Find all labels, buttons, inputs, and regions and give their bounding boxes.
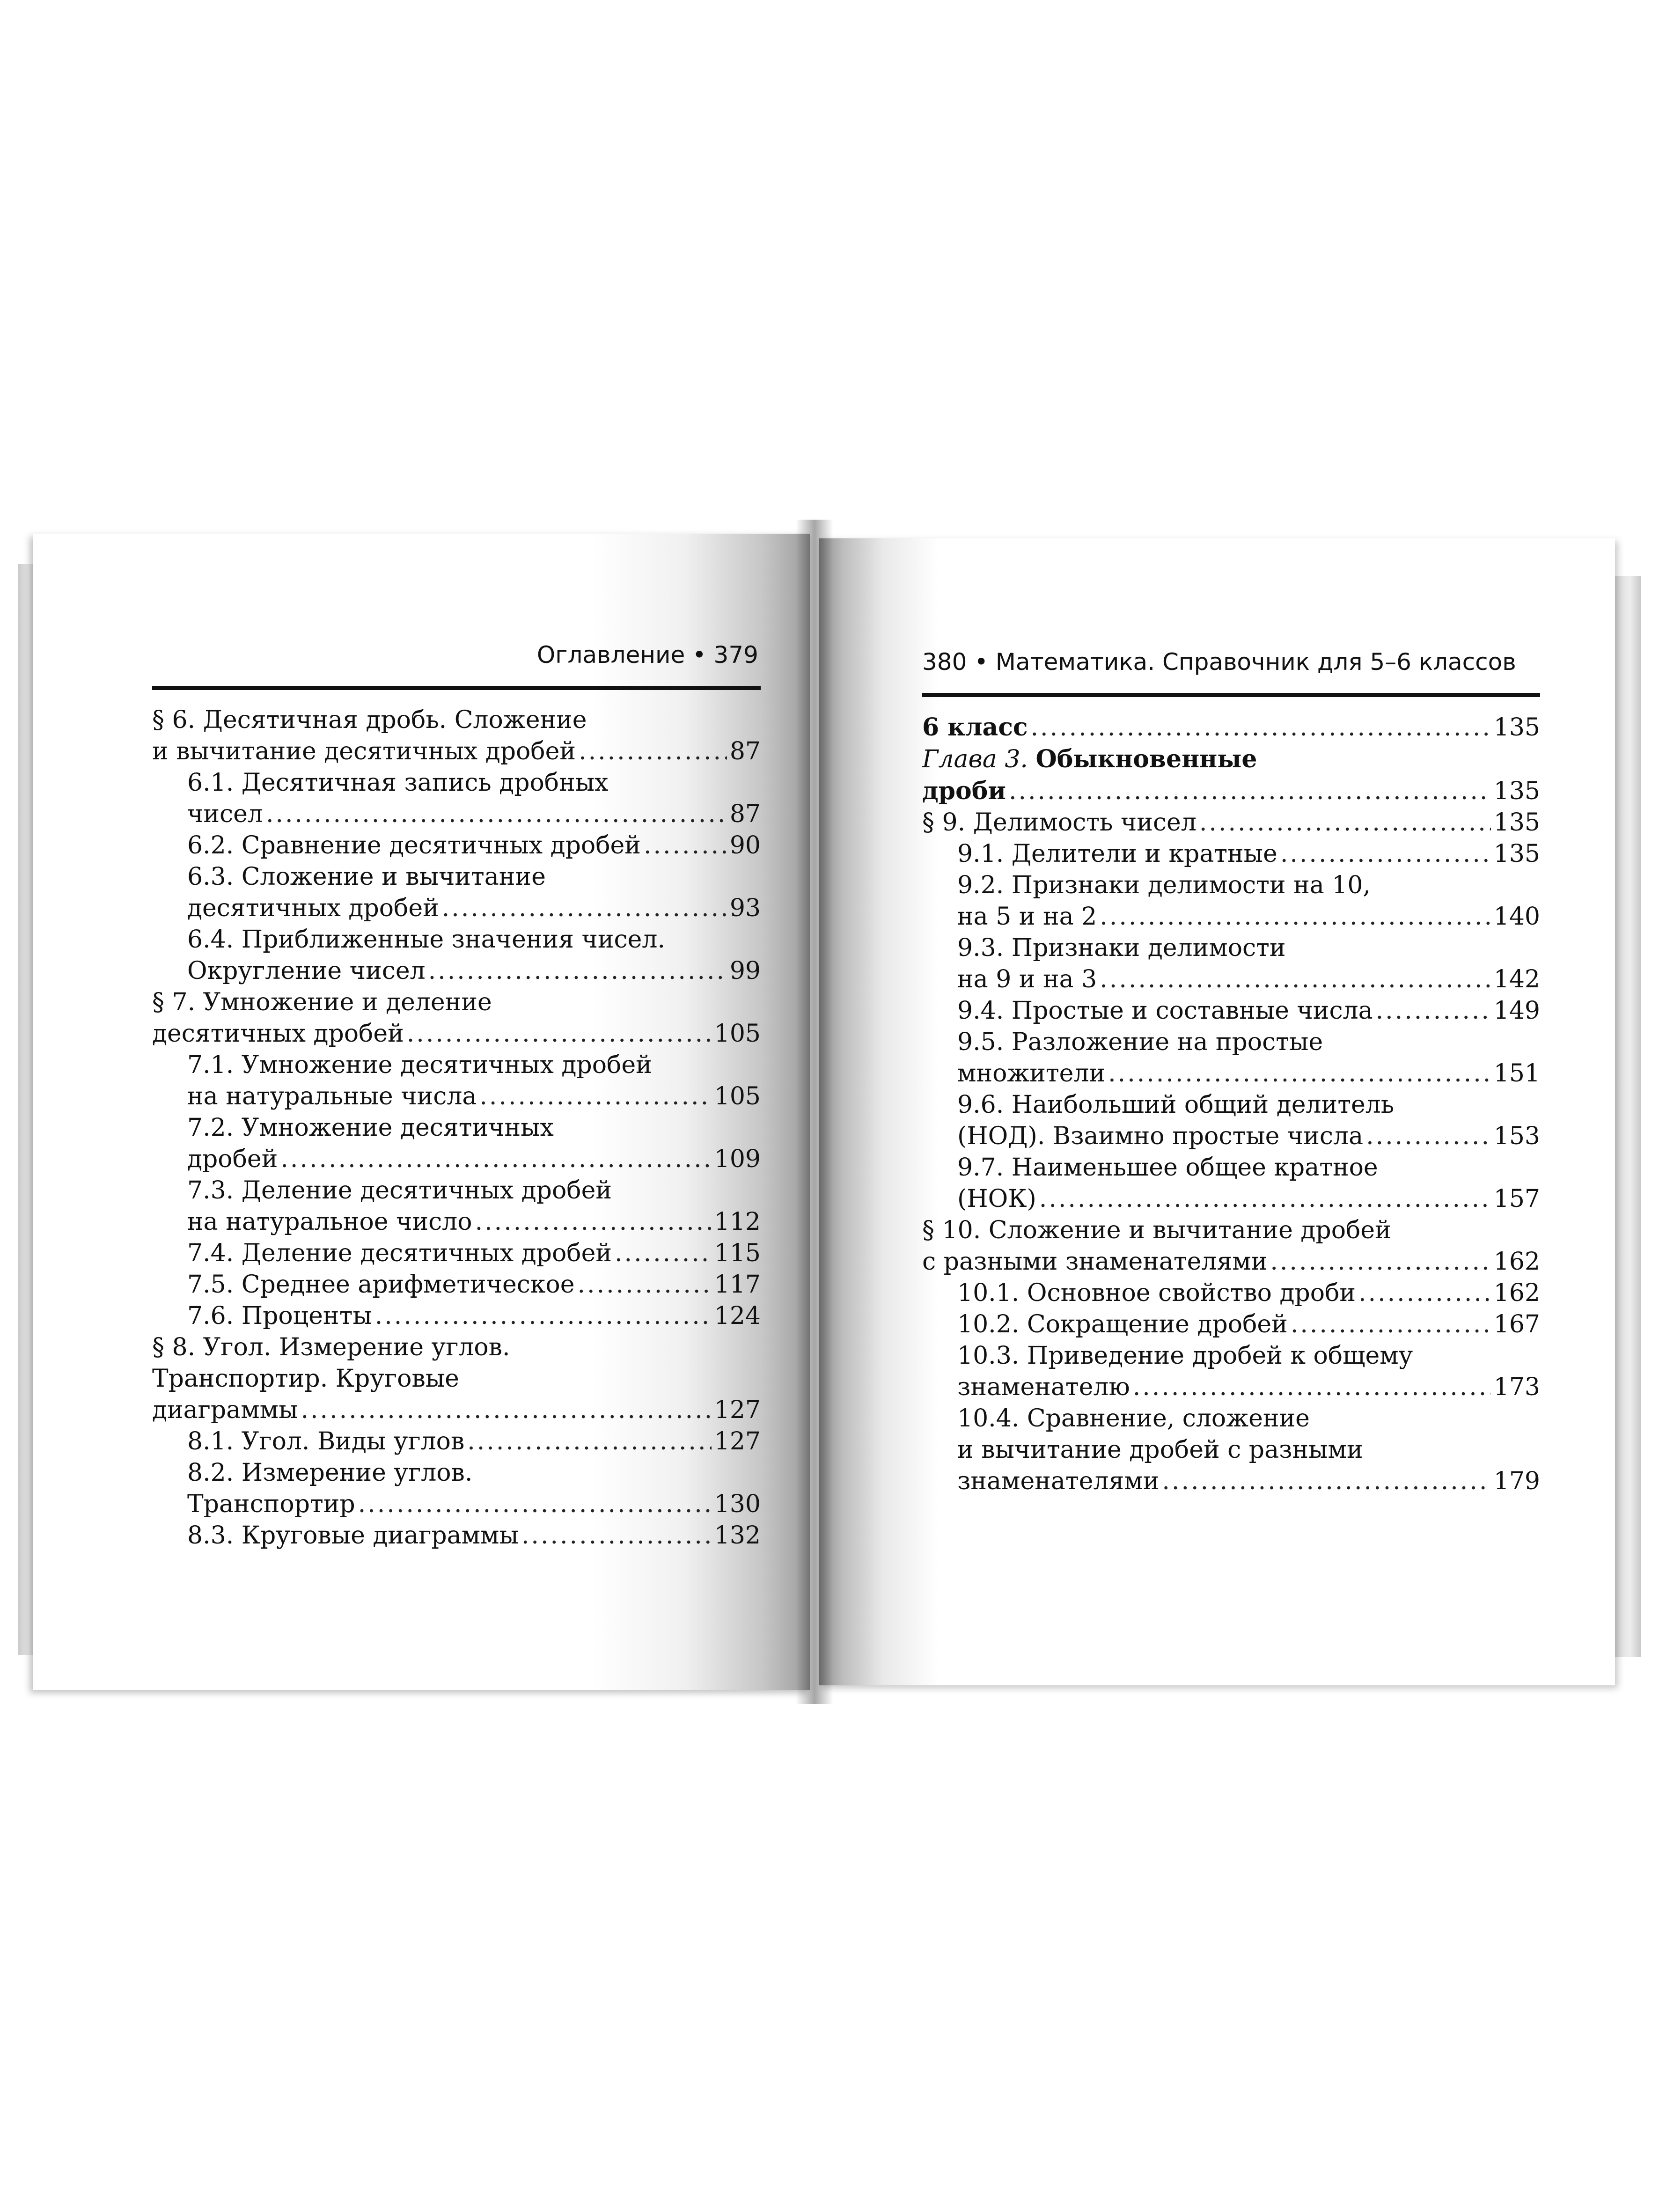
toc-entry-title: 6.2. Сравнение десятичных дробей <box>187 831 641 860</box>
page-number: 112 <box>714 1208 761 1236</box>
leader-dots <box>1133 1372 1491 1403</box>
right-page-header: 380 • Математика. Справочник для 5–6 классов <box>922 648 1516 676</box>
page-number: 93 <box>729 894 761 922</box>
leader-dots <box>475 1206 712 1238</box>
toc-entry-title: знаменателями <box>957 1467 1160 1495</box>
toc-entry-line: 6.4. Приближенные значения чисел. <box>187 926 665 954</box>
toc-entry <box>152 767 761 830</box>
chapter-title: Обыкновенные <box>1035 745 1257 773</box>
toc-entry-line: 9.2. Признаки делимости на 10, <box>957 871 1371 899</box>
toc-entry-title: на 9 и на 3 <box>957 965 1097 993</box>
toc-entry-line: 7.1. Умножение десятичных дробей <box>187 1051 652 1079</box>
toc-entry-line: 9.6. Наибольший общий делитель <box>957 1091 1395 1119</box>
toc-entry <box>922 1340 1540 1403</box>
page-number: 167 <box>1493 1310 1540 1338</box>
leader-dots <box>579 736 727 767</box>
page-number: 109 <box>714 1145 761 1173</box>
toc-entry <box>152 1520 761 1551</box>
page-number: 87 <box>729 800 761 828</box>
toc-entry-title: (НОД). Взаимно простые числа <box>957 1122 1364 1150</box>
leader-dots <box>1009 776 1491 807</box>
toc-entry <box>922 807 1540 838</box>
page-number: 149 <box>1493 997 1540 1025</box>
toc-entry-line: Транспортир. Круговые <box>152 1365 459 1393</box>
toc-entry-line: и вычитание дробей с разными <box>957 1436 1363 1464</box>
toc-entry-title: 9.1. Делители и кратные <box>957 840 1277 868</box>
page-number: 127 <box>714 1427 761 1455</box>
toc-entry-line: 10.4. Сравнение, сложение <box>957 1404 1310 1433</box>
toc-entry-line: 9.7. Наименьшее общее кратное <box>957 1154 1378 1182</box>
toc-entry-title: диаграммы <box>152 1396 298 1424</box>
leader-dots <box>375 1301 712 1332</box>
page-number: 173 <box>1493 1373 1540 1401</box>
toc-entry <box>922 933 1540 995</box>
left-page-header: Оглавление • 379 <box>536 641 758 669</box>
toc-entry-title: и вычитание десятичных дробей <box>152 737 576 765</box>
toc-entry-title: Транспортир <box>187 1490 355 1518</box>
right-page-stack-edge <box>1613 576 1641 1657</box>
toc-entry-title: 7.5. Среднее арифметическое <box>187 1271 575 1299</box>
toc-entry-title: 10.1. Основное свойство дроби <box>957 1279 1356 1307</box>
toc-entry-line: 9.3. Признаки делимости <box>957 934 1286 962</box>
toc-class-heading <box>922 712 1540 743</box>
page-number: 87 <box>729 737 761 765</box>
toc-entry <box>922 1309 1540 1340</box>
toc-entry <box>152 1238 761 1269</box>
toc-entry-title: знаменателю <box>957 1373 1130 1401</box>
leader-dots <box>442 893 727 924</box>
toc-entry-line: 10.3. Приведение дробей к общему <box>957 1342 1413 1370</box>
toc-left-list <box>152 705 761 1551</box>
page-number: 132 <box>714 1521 761 1550</box>
page-number: 115 <box>714 1239 761 1267</box>
toc-entry-line: 6.3. Сложение и вычитание <box>187 863 546 891</box>
toc-entry-line: 6.1. Десятичная запись дробных <box>187 769 609 797</box>
toc-entry-line: § 10. Сложение и вычитание дробей <box>922 1216 1391 1244</box>
toc-entry <box>152 1332 761 1426</box>
page-number: 162 <box>1493 1279 1540 1307</box>
leader-dots <box>301 1395 712 1426</box>
right-page <box>819 538 1615 1685</box>
chapter-title-cont: дроби <box>922 777 1006 805</box>
toc-entry <box>152 1301 761 1332</box>
toc-entry <box>152 1457 761 1520</box>
page-number: 135 <box>1493 777 1540 805</box>
leader-dots <box>1162 1466 1490 1497</box>
toc-entry-title: чисел <box>187 800 263 828</box>
page-number: 142 <box>1493 965 1540 993</box>
leader-dots <box>1376 995 1491 1027</box>
page-number: 130 <box>714 1490 761 1518</box>
toc-entry <box>152 1112 761 1175</box>
toc-entry-title: (НОК) <box>957 1185 1036 1213</box>
leader-dots <box>479 1081 711 1112</box>
page-number: 151 <box>1493 1059 1540 1088</box>
page-number: 179 <box>1493 1467 1540 1495</box>
toc-entry <box>152 830 761 861</box>
toc-entry-title: на натуральные числа <box>187 1082 477 1110</box>
leader-dots <box>428 955 727 987</box>
leader-dots <box>266 799 727 830</box>
leader-dots <box>1108 1058 1491 1089</box>
leader-dots <box>644 830 727 861</box>
toc-entry-title: 7.4. Деление десятичных дробей <box>187 1239 612 1267</box>
toc-entry <box>152 924 761 987</box>
toc-entry-line: § 6. Десятичная дробь. Сложение <box>152 706 587 734</box>
toc-entry-line: 7.3. Деление десятичных дробей <box>187 1176 612 1205</box>
toc-entry <box>922 1089 1540 1152</box>
leader-dots <box>1100 964 1490 995</box>
leader-dots <box>1199 807 1491 838</box>
page-number: 105 <box>714 1020 761 1048</box>
leader-dots <box>467 1426 711 1457</box>
page-number: 153 <box>1493 1122 1540 1150</box>
toc-entry-line: 7.2. Умножение десятичных <box>187 1114 554 1142</box>
toc-entry-title: дробей <box>187 1145 278 1173</box>
page-number: 157 <box>1493 1185 1540 1213</box>
page-number: 105 <box>714 1082 761 1110</box>
toc-entry-title: § 9. Делимость чисел <box>922 808 1197 837</box>
toc-entry <box>922 1027 1540 1089</box>
toc-entry-title: десятичных дробей <box>152 1020 404 1048</box>
left-page <box>33 534 810 1690</box>
leader-dots <box>1291 1309 1491 1340</box>
toc-entry <box>152 705 761 767</box>
leader-dots <box>407 1018 712 1050</box>
leader-dots <box>1270 1246 1490 1278</box>
leader-dots <box>280 1144 711 1175</box>
leader-dots <box>615 1238 712 1269</box>
header-rule <box>152 686 761 690</box>
toc-entry-title: 10.2. Сокращение дробей <box>957 1310 1288 1338</box>
page-number: 99 <box>729 957 761 985</box>
toc-entry <box>922 1215 1540 1278</box>
toc-entry <box>152 1269 761 1301</box>
page-number: 135 <box>1493 713 1540 742</box>
toc-chapter-heading <box>922 743 1540 807</box>
toc-entry <box>922 1278 1540 1309</box>
leader-dots <box>521 1520 712 1551</box>
toc-entry-line: § 8. Угол. Измерение углов. <box>152 1333 510 1361</box>
header-rule <box>922 693 1540 697</box>
page-number: 140 <box>1493 903 1540 931</box>
toc-entry-title: десятичных дробей <box>187 894 439 922</box>
leader-dots <box>1280 838 1491 870</box>
leader-dots <box>1031 712 1491 743</box>
toc-entry <box>922 1152 1540 1215</box>
book-spine-shadow <box>796 520 833 1704</box>
toc-entry <box>922 995 1540 1027</box>
toc-entry <box>152 1175 761 1238</box>
class-heading-text: 6 класс <box>922 713 1028 742</box>
toc-entry-title: 8.1. Угол. Виды углов <box>187 1427 465 1455</box>
toc-entry-title: на 5 и на 2 <box>957 903 1097 931</box>
toc-entry-title: с разными знаменателями <box>922 1248 1268 1276</box>
page-number: 90 <box>729 831 761 860</box>
toc-entry-title: 9.4. Простые и составные числа <box>957 997 1373 1025</box>
page-number: 127 <box>714 1396 761 1424</box>
page-number: 124 <box>714 1302 761 1330</box>
toc-entry <box>152 1426 761 1457</box>
leader-dots <box>1039 1183 1491 1215</box>
toc-entry-title: на натуральное число <box>187 1208 472 1236</box>
page-number: 135 <box>1493 840 1540 868</box>
page-number: 117 <box>714 1271 761 1299</box>
toc-entry-line: 9.5. Разложение на простые <box>957 1028 1323 1056</box>
page-number: 162 <box>1493 1248 1540 1276</box>
toc-entry-title: 7.6. Проценты <box>187 1302 372 1330</box>
chapter-label: Глава 3. <box>922 745 1028 773</box>
toc-entry <box>922 838 1540 870</box>
toc-entry <box>922 870 1540 933</box>
toc-entry-line: § 7. Умножение и деление <box>152 988 492 1016</box>
toc-entry <box>152 1050 761 1112</box>
leader-dots <box>1100 901 1490 933</box>
leader-dots <box>1366 1121 1491 1152</box>
toc-entry-title: 8.3. Круговые диаграммы <box>187 1521 519 1550</box>
toc-entry-line: 8.2. Измерение углов. <box>187 1459 473 1487</box>
toc-entry-title: множители <box>957 1059 1106 1088</box>
leader-dots <box>358 1489 712 1520</box>
toc-entry <box>152 987 761 1050</box>
page-number: 135 <box>1493 808 1540 837</box>
leader-dots <box>1358 1278 1491 1309</box>
toc-entry-title: Округление чисел <box>187 957 426 985</box>
toc-entry <box>152 861 761 924</box>
leader-dots <box>578 1269 712 1301</box>
toc-right-list <box>922 712 1540 1497</box>
toc-entry <box>922 1403 1540 1497</box>
